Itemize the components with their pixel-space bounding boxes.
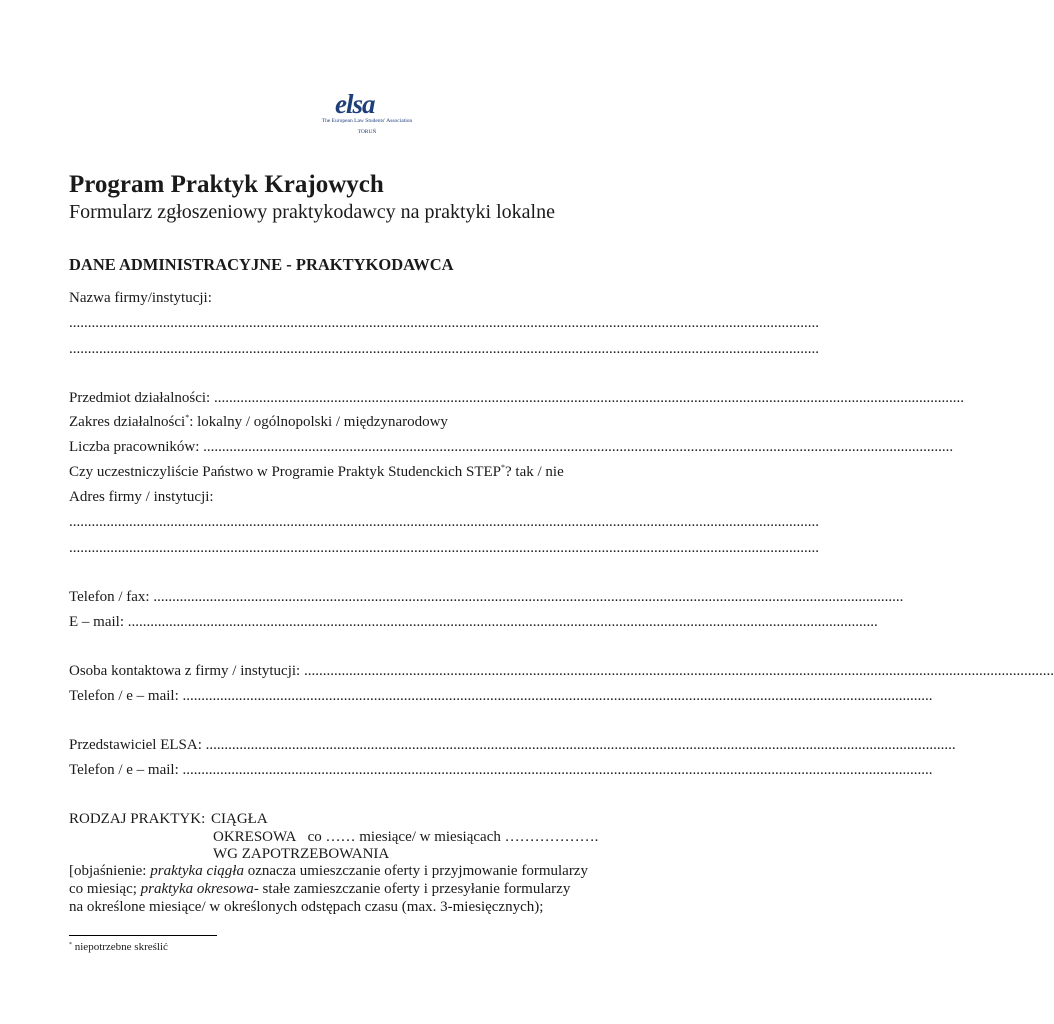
explanation-line-1 <box>69 863 588 880</box>
footnote <box>69 941 168 953</box>
field-nazwa-line-2[interactable]: ........................................................................................................................................................................................................ <box>69 341 819 357</box>
field-email-label: E – mail: <box>69 614 124 630</box>
field-telefon-email[interactable]: Telefon / e – mail: ........................................................................................................................................................................................................ <box>69 688 933 704</box>
footnote-text: niepotrzebne skreślić <box>72 941 168 953</box>
explanation-text: co miesiąc; <box>69 881 141 897</box>
explanation-line-2 <box>69 881 570 898</box>
field-liczba-label: Liczba pracowników: <box>69 439 200 455</box>
page-title: Program Praktyk Krajowych <box>69 171 384 198</box>
field-step-options[interactable]: ? tak / nie <box>505 464 564 480</box>
field-adres-label: Adres firmy / instytucji: <box>69 489 214 505</box>
rodzaj-ciagla[interactable]: CIĄGŁA <box>211 811 268 827</box>
section-title: DANE ADMINISTRACYJNE - PRAKTYKODAWCA <box>69 255 454 274</box>
footnote-ref: * <box>185 413 190 422</box>
field-zakres-options[interactable]: : lokalny / ogólnopolski / międzynarodowy <box>189 414 448 430</box>
field-email[interactable]: E – mail: ........................................................................................................................................................................................................ <box>69 614 878 630</box>
rodzaj-okresowa[interactable] <box>213 829 598 846</box>
rodzaj-okresowa-detail: co …… miesiące/ w miesiącach ………………. <box>307 829 599 845</box>
elsa-logo: elsa <box>335 89 375 119</box>
field-telefon-fax[interactable]: Telefon / fax: ........................................................................................................................................................................................................ <box>69 589 904 605</box>
footnote-ref: * <box>501 463 506 472</box>
field-nazwa-label: Nazwa firmy/instytucji: <box>69 290 212 306</box>
field-przedmiot[interactable]: Przedmiot działalności: ........................................................................................................................................................................................................ <box>69 390 964 406</box>
field-telefon-email-label: Telefon / e – mail: <box>69 688 179 704</box>
field-osoba[interactable]: Osoba kontaktowa z firmy / instytucji: ........................................................................................................................................................................................................ <box>69 663 1054 679</box>
field-przedstawiciel-label: Przedstawiciel ELSA: <box>69 737 202 753</box>
explanation-term: praktyka ciągła <box>150 863 244 879</box>
explanation-text: oznacza umieszczanie oferty i przyjmowanie formularzy <box>243 863 588 879</box>
footnote-divider <box>69 935 217 936</box>
logo-city: TORUŃ <box>357 129 377 135</box>
explanation-term: praktyka okresowa <box>140 881 254 897</box>
field-step <box>69 464 564 481</box>
footnote-marker: * <box>69 942 72 948</box>
field-nazwa-line-1[interactable]: ........................................................................................................................................................................................................ <box>69 315 819 331</box>
field-zakres <box>69 414 448 431</box>
field-osoba-label: Osoba kontaktowa z firmy / instytucji: <box>69 663 301 679</box>
field-zakres-label: Zakres działalności <box>69 414 186 430</box>
explanation-text: [objaśnienie: <box>69 863 151 879</box>
explanation-text: - stałe zamieszczanie oferty i przesyłanie formularzy <box>253 881 571 897</box>
field-telefon-fax-label: Telefon / fax: <box>69 589 150 605</box>
field-przedstawiciel[interactable]: Przedstawiciel ELSA: ........................................................................................................................................................................................................ <box>69 737 956 753</box>
field-adres-line-1[interactable]: ........................................................................................................................................................................................................ <box>69 514 819 530</box>
page-subtitle: Formularz zgłoszeniowy praktykodawcy na praktyki lokalne <box>69 201 555 223</box>
rodzaj-label: RODZAJ PRAKTYK: <box>69 811 206 827</box>
field-telefon-email-2-label: Telefon / e – mail: <box>69 762 179 778</box>
explanation-line-3: na określone miesiące/ w określonych odstępach czasu (max. 3-miesięcznych); <box>69 899 544 915</box>
field-liczba[interactable]: Liczba pracowników: ........................................................................................................................................................................................................ <box>69 439 954 455</box>
field-telefon-email-2[interactable]: Telefon / e – mail: ........................................................................................................................................................................................................ <box>69 762 933 778</box>
rodzaj-okresowa-label: OKRESOWA <box>213 829 297 845</box>
field-adres-line-2[interactable]: ........................................................................................................................................................................................................ <box>69 540 819 556</box>
field-przedmiot-label: Przedmiot działalności: <box>69 390 211 406</box>
field-step-question: Czy uczestniczyliście Państwo w Programie Praktyk Studenckich STEP <box>69 464 502 480</box>
logo-subtitle: The European Law Students' Association <box>321 118 413 124</box>
rodzaj-wg[interactable]: WG ZAPOTRZEBOWANIA <box>213 846 390 862</box>
